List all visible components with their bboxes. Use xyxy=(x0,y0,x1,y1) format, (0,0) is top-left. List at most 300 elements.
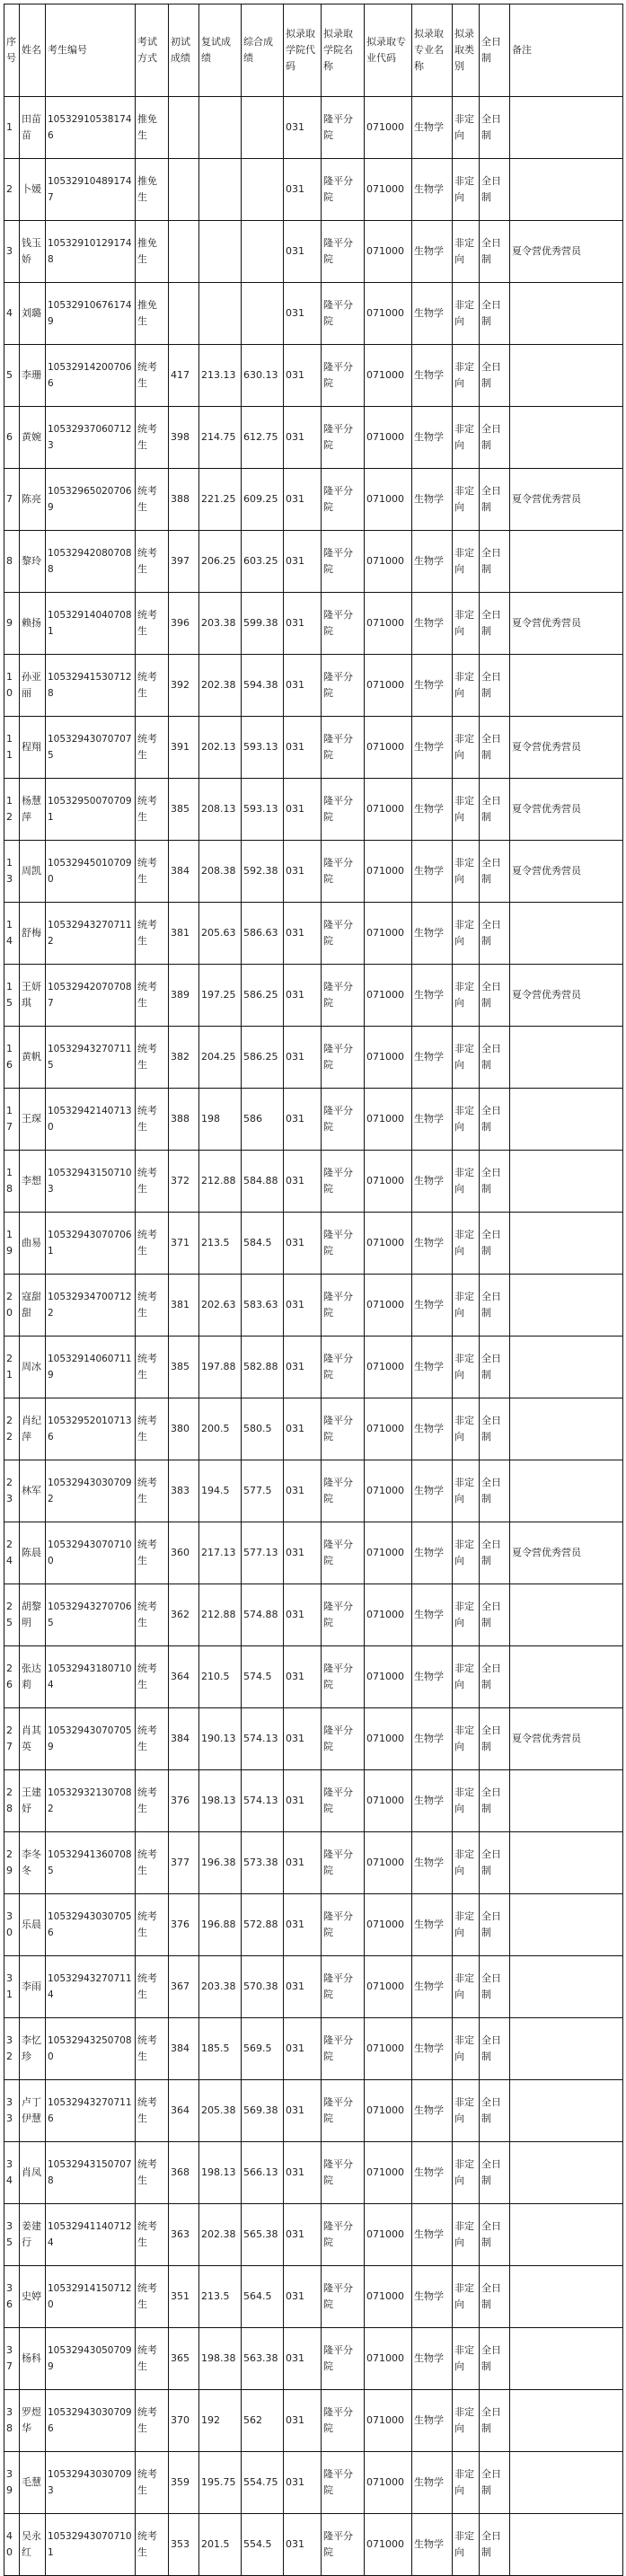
table-row xyxy=(4,1027,623,1089)
cell-seq: 9 xyxy=(4,593,20,655)
cell-total-score: 586.63 xyxy=(242,903,284,965)
cell-category: 非定向 xyxy=(453,2266,480,2328)
cell-category: 非定向 xyxy=(453,965,480,1027)
cell-candidate-id: 105329500707091 xyxy=(46,779,136,841)
cell-category: 非定向 xyxy=(453,717,480,779)
cell-college-name: 隆平分院 xyxy=(322,593,365,655)
column-header-seq: 序号 xyxy=(4,4,20,97)
table-row xyxy=(4,345,623,407)
cell-seq: 23 xyxy=(4,1460,20,1522)
cell-prelim-score xyxy=(169,283,199,345)
table-row xyxy=(4,1151,623,1213)
cell-study-mode: 全日制 xyxy=(480,1646,510,1708)
cell-exam-type: 统考生 xyxy=(136,1213,169,1275)
cell-category: 非定向 xyxy=(453,1894,480,1956)
cell-college-code: 031 xyxy=(284,717,322,779)
cell-retest-score: 221.25 xyxy=(199,469,242,531)
column-header-major-name: 拟录取专业名称 xyxy=(412,4,453,97)
cell-name: 寇甜甜 xyxy=(20,1275,46,1337)
cell-major-name: 生物学 xyxy=(412,345,453,407)
cell-candidate-id: 105329101291748 xyxy=(46,221,136,283)
cell-major-code: 071000 xyxy=(365,469,412,531)
cell-seq: 18 xyxy=(4,1151,20,1213)
cell-total-score: 584.88 xyxy=(242,1151,284,1213)
cell-seq: 1 xyxy=(4,97,20,159)
cell-retest-score: 203.38 xyxy=(199,1956,242,2018)
cell-seq: 2 xyxy=(4,159,20,221)
cell-retest-score: 212.88 xyxy=(199,1584,242,1646)
cell-major-name: 生物学 xyxy=(412,1522,453,1584)
cell-college-name: 隆平分院 xyxy=(322,2142,365,2204)
cell-study-mode: 全日制 xyxy=(480,1089,510,1151)
cell-candidate-id: 105329420707087 xyxy=(46,965,136,1027)
cell-name: 吴永红 xyxy=(20,2514,46,2576)
cell-exam-type: 统考生 xyxy=(136,1027,169,1089)
cell-total-score: 569.5 xyxy=(242,2018,284,2080)
header-row xyxy=(4,4,623,97)
cell-retest-score: 205.63 xyxy=(199,903,242,965)
cell-college-code: 031 xyxy=(284,1460,322,1522)
cell-college-name: 隆平分院 xyxy=(322,1770,365,1832)
cell-retest-score: 192 xyxy=(199,2390,242,2452)
cell-major-name: 生物学 xyxy=(412,1398,453,1460)
cell-major-code: 071000 xyxy=(365,779,412,841)
cell-total-score xyxy=(242,159,284,221)
cell-total-score xyxy=(242,221,284,283)
cell-seq: 8 xyxy=(4,531,20,593)
table-row xyxy=(4,97,623,159)
cell-major-name: 生物学 xyxy=(412,407,453,469)
cell-study-mode: 全日制 xyxy=(480,2018,510,2080)
cell-retest-score: 198 xyxy=(199,1089,242,1151)
cell-remark xyxy=(510,2514,623,2576)
cell-retest-score: 212.88 xyxy=(199,1151,242,1213)
cell-candidate-id: 105329430707101 xyxy=(46,2514,136,2576)
cell-exam-type: 推免生 xyxy=(136,97,169,159)
cell-prelim-score: 364 xyxy=(169,2080,199,2142)
cell-major-name: 生物学 xyxy=(412,841,453,903)
cell-study-mode: 全日制 xyxy=(480,655,510,717)
cell-total-score: 565.38 xyxy=(242,2204,284,2266)
cell-major-code: 071000 xyxy=(365,1027,412,1089)
cell-seq: 17 xyxy=(4,1089,20,1151)
cell-major-name: 生物学 xyxy=(412,655,453,717)
cell-remark: 夏令营优秀营员 xyxy=(510,1708,623,1770)
column-header-remark: 备注 xyxy=(510,4,623,97)
cell-name: 王建妤 xyxy=(20,1770,46,1832)
cell-seq: 7 xyxy=(4,469,20,531)
cell-seq: 15 xyxy=(4,965,20,1027)
cell-major-code: 071000 xyxy=(365,2080,412,2142)
cell-prelim-score xyxy=(169,159,199,221)
cell-name: 陈晨 xyxy=(20,1522,46,1584)
cell-exam-type: 统考生 xyxy=(136,1275,169,1337)
cell-seq: 37 xyxy=(4,2328,20,2390)
cell-college-name: 隆平分院 xyxy=(322,1213,365,1275)
cell-name: 王琛 xyxy=(20,1089,46,1151)
column-header-major-code: 拟录取专业代码 xyxy=(365,4,412,97)
cell-retest-score: 217.13 xyxy=(199,1522,242,1584)
cell-major-name: 生物学 xyxy=(412,1151,453,1213)
cell-prelim-score: 372 xyxy=(169,1151,199,1213)
cell-major-name: 生物学 xyxy=(412,1275,453,1337)
cell-exam-type: 统考生 xyxy=(136,469,169,531)
cell-major-name: 生物学 xyxy=(412,2142,453,2204)
cell-retest-score: 196.88 xyxy=(199,1894,242,1956)
cell-major-name: 生物学 xyxy=(412,221,453,283)
cell-retest-score: 194.5 xyxy=(199,1460,242,1522)
cell-total-score: 594.38 xyxy=(242,655,284,717)
cell-college-code: 031 xyxy=(284,1398,322,1460)
cell-major-code: 071000 xyxy=(365,2452,412,2514)
cell-exam-type: 统考生 xyxy=(136,2266,169,2328)
cell-seq: 32 xyxy=(4,2018,20,2080)
cell-prelim-score: 367 xyxy=(169,1956,199,2018)
table-row xyxy=(4,1460,623,1522)
cell-study-mode: 全日制 xyxy=(480,2328,510,2390)
cell-major-code: 071000 xyxy=(365,159,412,221)
cell-college-code: 031 xyxy=(284,531,322,593)
cell-category: 非定向 xyxy=(453,779,480,841)
cell-major-code: 071000 xyxy=(365,97,412,159)
column-header-college-name: 拟录取学院名称 xyxy=(322,4,365,97)
cell-seq: 30 xyxy=(4,1894,20,1956)
cell-prelim-score: 359 xyxy=(169,2452,199,2514)
cell-name: 姜建行 xyxy=(20,2204,46,2266)
cell-major-code: 071000 xyxy=(365,1770,412,1832)
cell-major-code: 071000 xyxy=(365,593,412,655)
cell-name: 曲易 xyxy=(20,1213,46,1275)
cell-major-code: 071000 xyxy=(365,1584,412,1646)
cell-major-name: 生物学 xyxy=(412,159,453,221)
cell-category: 非定向 xyxy=(453,2452,480,2514)
cell-category: 非定向 xyxy=(453,2390,480,2452)
cell-name: 史婷 xyxy=(20,2266,46,2328)
cell-remark xyxy=(510,1584,623,1646)
table-body xyxy=(4,97,623,2576)
cell-exam-type: 统考生 xyxy=(136,1708,169,1770)
cell-seq: 25 xyxy=(4,1584,20,1646)
cell-remark xyxy=(510,1027,623,1089)
cell-study-mode: 全日制 xyxy=(480,1832,510,1894)
cell-study-mode: 全日制 xyxy=(480,159,510,221)
cell-college-name: 隆平分院 xyxy=(322,1027,365,1089)
cell-major-code: 071000 xyxy=(365,1460,412,1522)
cell-study-mode: 全日制 xyxy=(480,1460,510,1522)
cell-major-name: 生物学 xyxy=(412,965,453,1027)
cell-remark xyxy=(510,2080,623,2142)
cell-college-code: 031 xyxy=(284,2080,322,2142)
cell-exam-type: 统考生 xyxy=(136,779,169,841)
cell-total-score: 574.5 xyxy=(242,1646,284,1708)
cell-college-code: 031 xyxy=(284,965,322,1027)
cell-exam-type: 统考生 xyxy=(136,903,169,965)
cell-exam-type: 统考生 xyxy=(136,593,169,655)
cell-major-code: 071000 xyxy=(365,903,412,965)
cell-major-name: 生物学 xyxy=(412,2452,453,2514)
cell-study-mode: 全日制 xyxy=(480,1770,510,1832)
cell-name: 孙亚丽 xyxy=(20,655,46,717)
cell-major-name: 生物学 xyxy=(412,1460,453,1522)
cell-seq: 6 xyxy=(4,407,20,469)
cell-study-mode: 全日制 xyxy=(480,2452,510,2514)
cell-remark: 夏令营优秀营员 xyxy=(510,469,623,531)
cell-name: 刘璐 xyxy=(20,283,46,345)
cell-college-code: 031 xyxy=(284,1584,322,1646)
cell-candidate-id: 105329450107090 xyxy=(46,841,136,903)
cell-prelim-score: 384 xyxy=(169,2018,199,2080)
cell-seq: 28 xyxy=(4,1770,20,1832)
cell-seq: 38 xyxy=(4,2390,20,2452)
cell-total-score xyxy=(242,283,284,345)
cell-total-score: 609.25 xyxy=(242,469,284,531)
cell-college-code: 031 xyxy=(284,221,322,283)
cell-candidate-id: 105329420807088 xyxy=(46,531,136,593)
cell-prelim-score: 392 xyxy=(169,655,199,717)
cell-prelim-score: 360 xyxy=(169,1522,199,1584)
table-row xyxy=(4,1398,623,1460)
cell-total-score: 574.13 xyxy=(242,1770,284,1832)
cell-seq: 19 xyxy=(4,1213,20,1275)
table-row xyxy=(4,283,623,345)
cell-college-code: 031 xyxy=(284,1337,322,1398)
cell-study-mode: 全日制 xyxy=(480,1027,510,1089)
column-header-total-score: 综合成绩 xyxy=(242,4,284,97)
cell-name: 肖其英 xyxy=(20,1708,46,1770)
cell-major-name: 生物学 xyxy=(412,1584,453,1646)
cell-retest-score xyxy=(199,221,242,283)
cell-major-name: 生物学 xyxy=(412,97,453,159)
cell-exam-type: 统考生 xyxy=(136,1584,169,1646)
cell-college-code: 031 xyxy=(284,469,322,531)
cell-college-name: 隆平分院 xyxy=(322,1646,365,1708)
cell-category: 非定向 xyxy=(453,1956,480,2018)
cell-exam-type: 统考生 xyxy=(136,1894,169,1956)
cell-name: 胡黎明 xyxy=(20,1584,46,1646)
cell-category: 非定向 xyxy=(453,2328,480,2390)
cell-college-name: 隆平分院 xyxy=(322,2204,365,2266)
cell-exam-type: 统考生 xyxy=(136,841,169,903)
cell-total-score: 586.25 xyxy=(242,1027,284,1089)
cell-category: 非定向 xyxy=(453,841,480,903)
cell-major-code: 071000 xyxy=(365,1275,412,1337)
cell-college-code: 031 xyxy=(284,903,322,965)
cell-study-mode: 全日制 xyxy=(480,1894,510,1956)
cell-college-name: 隆平分院 xyxy=(322,2514,365,2576)
cell-college-code: 031 xyxy=(284,1213,322,1275)
table-row xyxy=(4,221,623,283)
cell-total-score xyxy=(242,97,284,159)
cell-major-name: 生物学 xyxy=(412,1956,453,2018)
cell-college-name: 隆平分院 xyxy=(322,407,365,469)
table-row xyxy=(4,1832,623,1894)
cell-retest-score: 205.38 xyxy=(199,2080,242,2142)
cell-prelim-score: 363 xyxy=(169,2204,199,2266)
cell-name: 田苗苗 xyxy=(20,97,46,159)
cell-remark: 夏令营优秀营员 xyxy=(510,779,623,841)
cell-candidate-id: 105329140407081 xyxy=(46,593,136,655)
cell-candidate-id: 105329430307092 xyxy=(46,1460,136,1522)
cell-exam-type: 统考生 xyxy=(136,531,169,593)
cell-exam-type: 统考生 xyxy=(136,1460,169,1522)
cell-study-mode: 全日制 xyxy=(480,841,510,903)
cell-major-name: 生物学 xyxy=(412,2390,453,2452)
cell-exam-type: 统考生 xyxy=(136,1337,169,1398)
cell-retest-score: 213.13 xyxy=(199,345,242,407)
cell-prelim-score: 365 xyxy=(169,2328,199,2390)
cell-prelim-score: 371 xyxy=(169,1213,199,1275)
cell-total-score: 630.13 xyxy=(242,345,284,407)
cell-major-code: 071000 xyxy=(365,1089,412,1151)
cell-remark xyxy=(510,1894,623,1956)
cell-study-mode: 全日制 xyxy=(480,1584,510,1646)
cell-exam-type: 统考生 xyxy=(136,1646,169,1708)
cell-candidate-id: 105329430707061 xyxy=(46,1213,136,1275)
cell-major-code: 071000 xyxy=(365,965,412,1027)
cell-college-name: 隆平分院 xyxy=(322,1584,365,1646)
cell-seq: 3 xyxy=(4,221,20,283)
cell-major-code: 071000 xyxy=(365,1398,412,1460)
cell-seq: 33 xyxy=(4,2080,20,2142)
cell-candidate-id: 105329421407130 xyxy=(46,1089,136,1151)
cell-college-name: 隆平分院 xyxy=(322,1337,365,1398)
cell-college-name: 隆平分院 xyxy=(322,655,365,717)
cell-college-name: 隆平分院 xyxy=(322,2018,365,2080)
cell-name: 杨科 xyxy=(20,2328,46,2390)
cell-prelim-score: 382 xyxy=(169,1027,199,1089)
cell-college-name: 隆平分院 xyxy=(322,1089,365,1151)
cell-major-code: 071000 xyxy=(365,1522,412,1584)
cell-major-code: 071000 xyxy=(365,1956,412,2018)
cell-name: 肖凤 xyxy=(20,2142,46,2204)
cell-seq: 39 xyxy=(4,2452,20,2514)
cell-total-score: 573.38 xyxy=(242,1832,284,1894)
cell-total-score: 592.38 xyxy=(242,841,284,903)
cell-prelim-score: 362 xyxy=(169,1584,199,1646)
cell-remark xyxy=(510,2018,623,2080)
cell-prelim-score: 397 xyxy=(169,531,199,593)
cell-retest-score: 185.5 xyxy=(199,2018,242,2080)
table-row xyxy=(4,593,623,655)
cell-category: 非定向 xyxy=(453,159,480,221)
cell-candidate-id: 105329432707112 xyxy=(46,903,136,965)
cell-college-name: 隆平分院 xyxy=(322,1522,365,1584)
cell-remark xyxy=(510,1337,623,1398)
table-row xyxy=(4,1337,623,1398)
cell-study-mode: 全日制 xyxy=(480,531,510,593)
table-row xyxy=(4,717,623,779)
cell-prelim-score: 364 xyxy=(169,1646,199,1708)
cell-category: 非定向 xyxy=(453,2142,480,2204)
cell-prelim-score: 381 xyxy=(169,903,199,965)
cell-candidate-id: 105329430707100 xyxy=(46,1522,136,1584)
cell-study-mode: 全日制 xyxy=(480,779,510,841)
cell-candidate-id: 105329142007066 xyxy=(46,345,136,407)
cell-total-score: 577.5 xyxy=(242,1460,284,1522)
cell-retest-score xyxy=(199,97,242,159)
cell-total-score: 603.25 xyxy=(242,531,284,593)
cell-name: 毛慧 xyxy=(20,2452,46,2514)
cell-major-name: 生物学 xyxy=(412,2328,453,2390)
cell-seq: 13 xyxy=(4,841,20,903)
cell-college-name: 隆平分院 xyxy=(322,1956,365,2018)
table-row xyxy=(4,2142,623,2204)
cell-name: 张达莉 xyxy=(20,1646,46,1708)
cell-category: 非定向 xyxy=(453,2204,480,2266)
cell-candidate-id: 105329105381746 xyxy=(46,97,136,159)
cell-candidate-id: 105329520107136 xyxy=(46,1398,136,1460)
table-row xyxy=(4,2018,623,2080)
cell-category: 非定向 xyxy=(453,2018,480,2080)
cell-remark xyxy=(510,1956,623,2018)
cell-seq: 5 xyxy=(4,345,20,407)
cell-retest-score xyxy=(199,159,242,221)
cell-college-code: 031 xyxy=(284,1708,322,1770)
cell-category: 非定向 xyxy=(453,469,480,531)
cell-total-score: 572.88 xyxy=(242,1894,284,1956)
cell-exam-type: 推免生 xyxy=(136,159,169,221)
table-row xyxy=(4,1894,623,1956)
cell-total-score: 586 xyxy=(242,1089,284,1151)
cell-candidate-id: 105329413607085 xyxy=(46,1832,136,1894)
column-header-category: 拟录取类别 xyxy=(453,4,480,97)
cell-category: 非定向 xyxy=(453,1832,480,1894)
cell-retest-score: 198.13 xyxy=(199,1770,242,1832)
cell-candidate-id: 105329430307093 xyxy=(46,2452,136,2514)
cell-college-code: 031 xyxy=(284,2390,322,2452)
cell-seq: 27 xyxy=(4,1708,20,1770)
cell-college-code: 031 xyxy=(284,1522,322,1584)
cell-exam-type: 统考生 xyxy=(136,1832,169,1894)
cell-prelim-score: 391 xyxy=(169,717,199,779)
cell-college-name: 隆平分院 xyxy=(322,283,365,345)
cell-study-mode: 全日制 xyxy=(480,1337,510,1398)
cell-major-code: 071000 xyxy=(365,717,412,779)
cell-college-code: 031 xyxy=(284,655,322,717)
cell-retest-score: 214.75 xyxy=(199,407,242,469)
cell-candidate-id: 105329650207069 xyxy=(46,469,136,531)
cell-exam-type: 统考生 xyxy=(136,1151,169,1213)
cell-name: 李雨 xyxy=(20,1956,46,2018)
cell-college-name: 隆平分院 xyxy=(322,1151,365,1213)
cell-candidate-id: 105329430307056 xyxy=(46,1894,136,1956)
cell-seq: 24 xyxy=(4,1522,20,1584)
cell-seq: 34 xyxy=(4,2142,20,2204)
cell-total-score: 612.75 xyxy=(242,407,284,469)
cell-retest-score xyxy=(199,283,242,345)
cell-candidate-id: 105329431507103 xyxy=(46,1151,136,1213)
cell-candidate-id: 105329415307128 xyxy=(46,655,136,717)
cell-seq: 14 xyxy=(4,903,20,965)
cell-major-name: 生物学 xyxy=(412,2080,453,2142)
cell-college-code: 031 xyxy=(284,1770,322,1832)
cell-study-mode: 全日制 xyxy=(480,221,510,283)
cell-prelim-score: 351 xyxy=(169,2266,199,2328)
cell-name: 黄帆 xyxy=(20,1027,46,1089)
cell-category: 非定向 xyxy=(453,1646,480,1708)
cell-major-code: 071000 xyxy=(365,2390,412,2452)
cell-name: 李珊 xyxy=(20,345,46,407)
cell-prelim-score: 417 xyxy=(169,345,199,407)
cell-candidate-id: 105329432707065 xyxy=(46,1584,136,1646)
cell-category: 非定向 xyxy=(453,345,480,407)
cell-candidate-id: 105329140607119 xyxy=(46,1337,136,1398)
cell-study-mode: 全日制 xyxy=(480,97,510,159)
cell-exam-type: 统考生 xyxy=(136,717,169,779)
cell-major-code: 071000 xyxy=(365,2514,412,2576)
cell-major-name: 生物学 xyxy=(412,2018,453,2080)
cell-seq: 10 xyxy=(4,655,20,717)
